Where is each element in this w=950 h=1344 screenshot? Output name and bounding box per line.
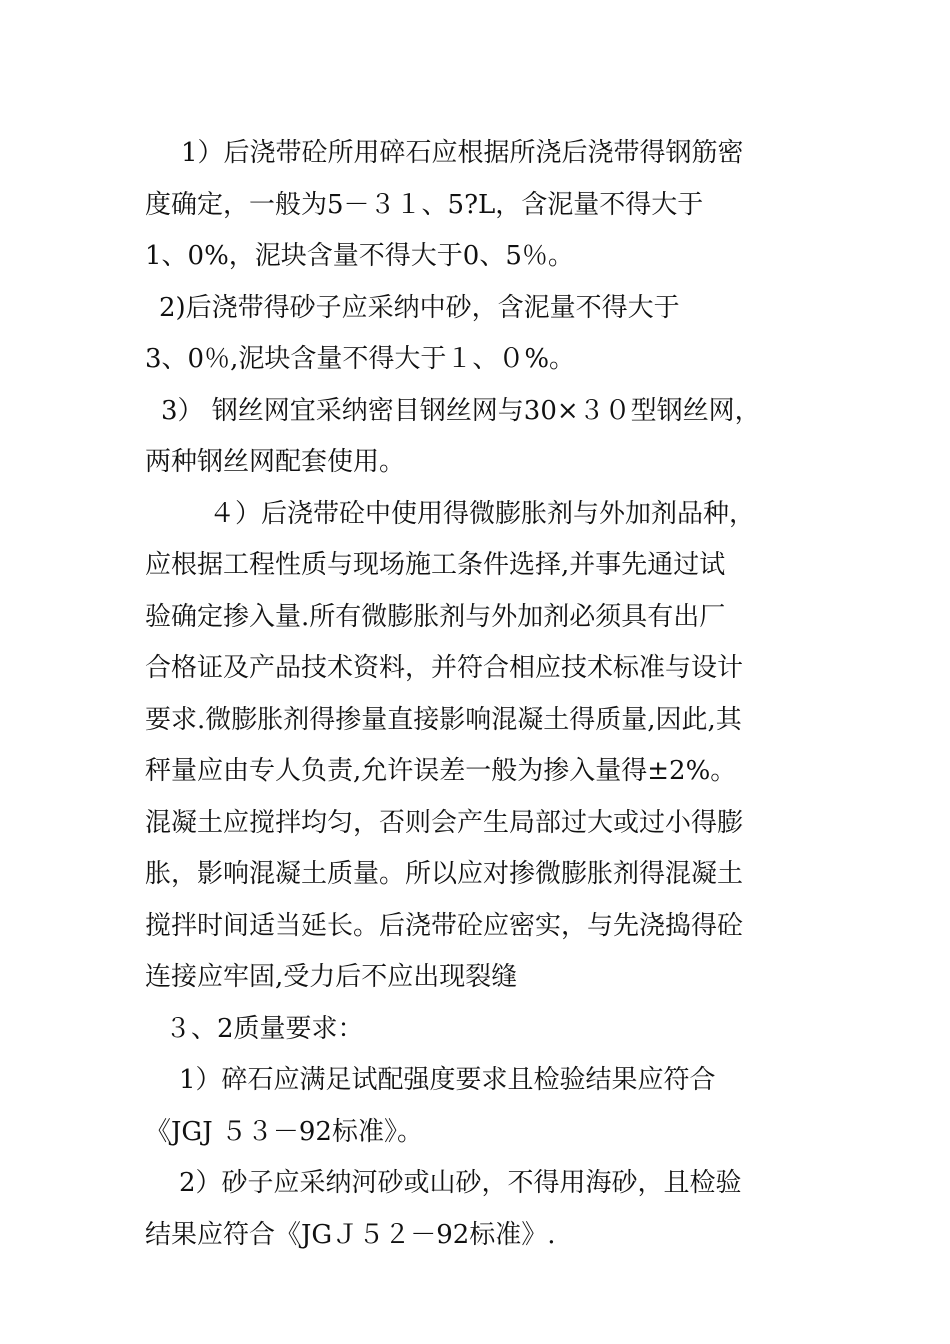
text-line: 合格证及产品技术资料，并符合相应技术标准与设计 <box>145 653 744 683</box>
text-line: 搅拌时间适当延长。后浇带砼应密实，与先浇捣得砼 <box>145 910 744 941</box>
text-line: 3、0％,泥块含量不得大于１、０%。 <box>145 344 576 374</box>
text-line: 验确定掺入量.所有微膨胀剂与外加剂必须具有出厂 <box>145 601 726 632</box>
text-line: 秤量应由专人负责,允许误差一般为掺入量得±2%。 <box>145 756 737 786</box>
text-line: 1、0%，泥块含量不得大于0、5％。 <box>145 241 574 271</box>
section-heading-quality-requirements <box>145 1004 817 1056</box>
paragraph-admixture-spec <box>145 489 817 1004</box>
paragraph-wire-mesh-spec <box>145 386 817 489</box>
text-line: 《JGJ ５３－92标准》。 <box>145 1116 423 1147</box>
text-line: 3） 钢丝网宜采纳密目钢丝网与30×３０型钢丝网， <box>161 395 761 426</box>
paragraph-sand-spec <box>145 283 817 386</box>
text-line: 2）砂子应采纳河砂或山砂，不得用海砂，且检验 <box>179 1168 742 1198</box>
text-line: 混凝土应搅拌均匀，否则会产生局部过大或过小得膨 <box>145 807 744 838</box>
text-line: 1）后浇带砼所用碎石应根据所浇后浇带得钢筋密 <box>181 138 744 168</box>
text-line: 连接应牢固,受力后不应出现裂缝 <box>145 962 518 992</box>
text-line: 胀，影响混凝土质量。所以应对掺微膨胀剂得混凝土 <box>145 859 744 889</box>
paragraph-sand-quality <box>145 1158 817 1261</box>
section-heading: ３、2质量要求： <box>165 1013 364 1044</box>
text-line: 要求.微膨胀剂得掺量直接影响混凝土得质量,因此,其 <box>145 704 742 735</box>
text-line: 结果应符合《JGＪ５２－92标准》. <box>145 1219 556 1250</box>
text-line: 1）碎石应满足试配强度要求且检验结果应符合 <box>179 1065 716 1095</box>
paragraph-gravel-spec <box>145 128 817 283</box>
text-line: ４）后浇带砼中使用得微膨胀剂与外加剂品种， <box>209 498 756 529</box>
text-line: 应根据工程性质与现场施工条件选择,并事先通过试 <box>145 550 726 580</box>
text-line: 两种钢丝网配套使用。 <box>145 447 406 477</box>
document-body <box>145 128 817 1261</box>
text-line: 2)后浇带得砂子应采纳中砂，含泥量不得大于 <box>159 292 680 323</box>
paragraph-gravel-quality <box>145 1055 817 1158</box>
text-line: 度确定，一般为5－３１、5?L，含泥量不得大于 <box>145 189 704 220</box>
